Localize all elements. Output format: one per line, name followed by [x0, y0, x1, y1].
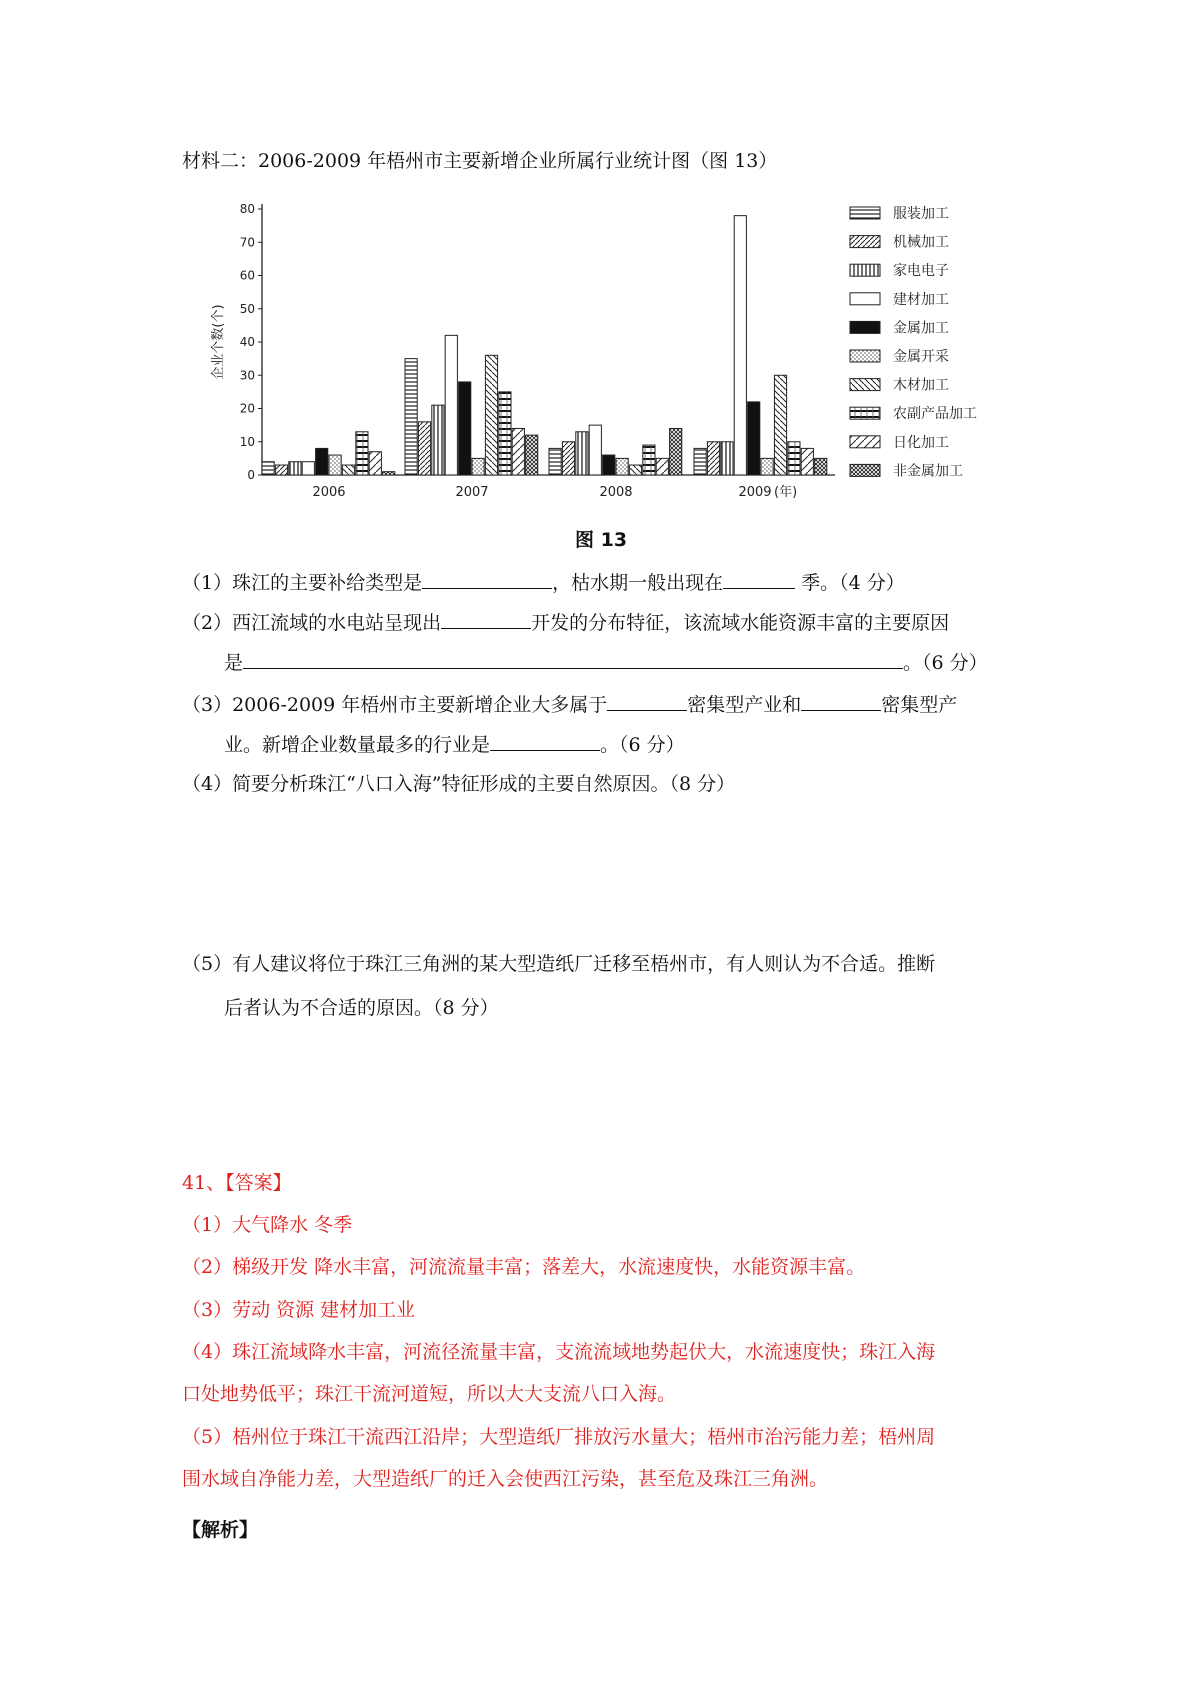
bar — [694, 448, 706, 475]
x-tick-label: 2008 — [599, 485, 633, 500]
bar — [774, 375, 786, 475]
y-tick-label: 20 — [239, 401, 255, 416]
answer-header: 41、【答案】 — [182, 1172, 292, 1194]
legend-swatch — [850, 464, 880, 476]
y-tick-label: 0 — [247, 468, 255, 482]
answer-2: （2）梯级开发 降水丰富，河流流量丰富；落差大，水流速度快，水能资源丰富。 — [182, 1256, 866, 1278]
answer-blank[interactable] — [422, 570, 552, 589]
bar — [405, 359, 417, 475]
legend-swatch — [850, 321, 880, 333]
answer-3: （3）劳动 资源 建材加工业 — [182, 1299, 416, 1321]
legend-swatch — [850, 236, 880, 248]
bar — [512, 428, 524, 475]
question-5: （5）有人建议将位于珠江三角洲的某大型造纸厂迁移至梧州市，有人则认为不合适。推断 — [182, 953, 936, 975]
bar — [342, 465, 354, 475]
legend-label: 木材加工 — [893, 377, 949, 394]
bar — [748, 402, 760, 475]
bar — [485, 355, 497, 475]
bar — [472, 458, 484, 475]
question-5-cont: 后者认为不合适的原因。（8 分） — [224, 997, 499, 1019]
y-tick-label: 60 — [239, 268, 255, 283]
answer-blank[interactable] — [801, 692, 881, 711]
bar-chart — [0, 0, 1200, 560]
answer-blank[interactable] — [723, 570, 795, 589]
bar — [418, 422, 430, 475]
bar — [656, 458, 668, 475]
bar — [734, 216, 746, 475]
legend-label: 日化加工 — [893, 434, 949, 451]
question-3-cont: 业。新增企业数量最多的行业是 。（6 分） — [224, 734, 685, 756]
legend-label: 机械加工 — [893, 234, 949, 251]
bar — [445, 335, 457, 475]
material-title: 材料二：2006-2009 年梧州市主要新增企业所属行业统计图（图 13） — [182, 150, 778, 172]
bar — [788, 442, 800, 475]
bar — [275, 465, 287, 475]
bar — [302, 462, 314, 475]
bar — [369, 452, 381, 475]
answer-blank[interactable] — [490, 732, 600, 751]
y-axis-label: 企业个数(个) — [211, 304, 226, 380]
bar — [356, 432, 368, 475]
answer-blank[interactable] — [243, 650, 903, 669]
legend-swatch — [850, 436, 880, 448]
legend-swatch — [850, 207, 880, 219]
x-tick-label: 2006 — [312, 485, 346, 500]
answer-blank[interactable] — [607, 692, 687, 711]
bar — [670, 428, 682, 475]
bar — [603, 455, 615, 475]
x-tick-label: 2009 — [738, 485, 772, 500]
question-2-cont: 是 。（6 分） — [224, 652, 988, 674]
question-4: （4）简要分析珠江“八口入海”特征形成的主要自然原因。（8 分） — [182, 773, 736, 795]
bar — [526, 435, 538, 475]
bar — [721, 442, 733, 475]
legend-label: 服装加工 — [893, 206, 949, 222]
bar — [549, 448, 561, 475]
bar — [289, 462, 301, 475]
bar — [815, 458, 827, 475]
legend-swatch — [850, 379, 880, 391]
bar — [643, 445, 655, 475]
answer-blank[interactable] — [441, 610, 531, 629]
bar — [616, 458, 628, 475]
x-tick-label: 2007 — [455, 485, 489, 500]
question-3: （3）2006-2009 年梧州市主要新增企业大多属于 密集型产业和 密集型产 — [182, 694, 958, 716]
legend-label: 金属开采 — [893, 349, 949, 365]
bar — [576, 432, 588, 475]
bar — [562, 442, 574, 475]
bar — [383, 472, 395, 475]
x-unit-label: (年) — [774, 485, 798, 500]
bar — [432, 405, 444, 475]
answer-1: （1）大气降水 冬季 — [182, 1214, 353, 1236]
legend-label: 农副产品加工 — [893, 406, 977, 423]
answer-5-cont: 围水域自净能力差，大型造纸厂的迁入会使西江污染，甚至危及珠江三角洲。 — [182, 1468, 829, 1490]
y-tick-label: 70 — [239, 235, 255, 250]
legend-swatch — [850, 293, 880, 305]
bar — [761, 458, 773, 475]
answer-5: （5）梧州位于珠江干流西江沿岸；大型造纸厂排放污水量大；梧州市治污能力差；梧州周 — [182, 1426, 936, 1448]
question-1: （1）珠江的主要补给类型是 ，枯水期一般出现在 季。（4 分） — [182, 572, 905, 594]
question-2: （2）西江流域的水电站呈现出 开发的分布特征，该流域水能资源丰富的主要原因 — [182, 612, 950, 634]
bar — [262, 462, 274, 475]
bar — [499, 392, 511, 475]
y-tick-label: 80 — [239, 202, 255, 216]
y-tick-label: 30 — [239, 368, 255, 383]
analysis-header: 【解析】 — [182, 1519, 259, 1541]
legend-label: 家电电子 — [893, 263, 949, 280]
y-tick-label: 10 — [239, 434, 255, 449]
bar — [629, 465, 641, 475]
bar — [801, 448, 813, 475]
figure-caption: 图 13 — [575, 529, 628, 551]
bar — [329, 455, 341, 475]
legend-swatch — [850, 407, 880, 419]
bar — [316, 448, 328, 475]
answer-4-cont: 口处地势低平；珠江干流河道短，所以大大支流八口入海。 — [182, 1383, 677, 1405]
legend-swatch — [850, 264, 880, 276]
y-tick-label: 50 — [239, 301, 255, 316]
bar — [707, 442, 719, 475]
bar — [459, 382, 471, 475]
legend-label: 金属加工 — [893, 320, 949, 337]
legend-label: 非金属加工 — [893, 463, 963, 480]
legend-swatch — [850, 350, 880, 362]
bar — [589, 425, 601, 475]
y-tick-label: 40 — [239, 335, 255, 349]
answer-4: （4）珠江流域降水丰富，河流径流量丰富，支流流域地势起伏大，水流速度快；珠江入海 — [182, 1341, 936, 1363]
legend-label: 建材加工 — [893, 291, 949, 308]
